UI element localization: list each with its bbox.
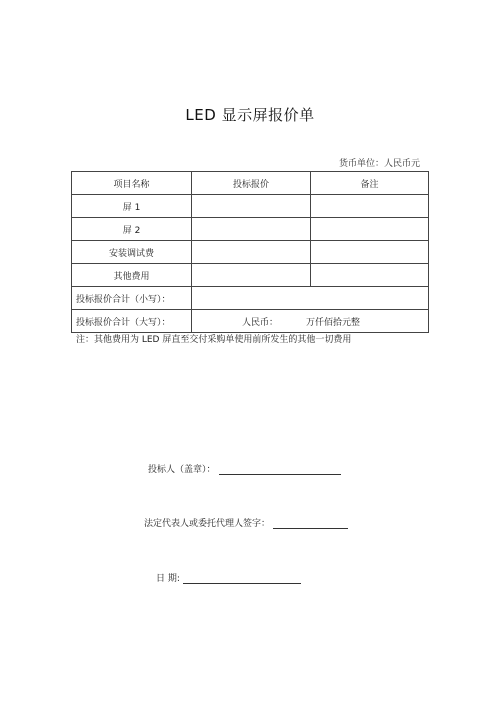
- total-big-value-cell[interactable]: [192, 310, 429, 333]
- quote-table: [71, 171, 429, 333]
- bidder-signature-line: [148, 462, 341, 475]
- table-header-row: [72, 172, 429, 195]
- table-row: [72, 241, 429, 264]
- price-cell[interactable]: [192, 195, 311, 218]
- header-remark: 备注: [311, 172, 429, 195]
- table-row: [72, 218, 429, 241]
- item-cell: 安装调试费: [72, 241, 192, 264]
- bidder-label: 投标人（盖章）：: [148, 465, 216, 475]
- date-blank[interactable]: [183, 573, 301, 584]
- remark-cell[interactable]: [311, 218, 429, 241]
- total-big-label: 投标报价合计（大写）：: [72, 310, 192, 333]
- total-big-row: [72, 310, 429, 333]
- footnote: 注：其他费用为 LED 屏直至交付采购单使用前所发生的其他一切费用: [76, 335, 352, 345]
- remark-cell[interactable]: [311, 195, 429, 218]
- currency-unit: 货币单位：人民币元: [338, 159, 420, 169]
- table-row: [72, 264, 429, 287]
- table-row: [72, 195, 429, 218]
- price-cell[interactable]: [192, 241, 311, 264]
- total-small-row: [72, 287, 429, 310]
- amount-in-words: 万仟佰拾元整: [306, 317, 361, 328]
- total-small-value[interactable]: [192, 287, 429, 310]
- price-cell[interactable]: [192, 264, 311, 287]
- item-cell: 屏 1: [72, 195, 192, 218]
- representative-blank[interactable]: [273, 518, 348, 529]
- document-title: LED 显示屏报价单: [185, 106, 315, 124]
- representative-signature-line: [144, 516, 348, 529]
- header-bid-price: 投标报价: [192, 172, 311, 195]
- header-item-name: 项目名称: [72, 172, 192, 195]
- representative-label: 法定代表人或委托代理人签字：: [144, 519, 271, 529]
- price-cell[interactable]: [192, 218, 311, 241]
- total-small-label: 投标报价合计（小写）：: [72, 287, 192, 310]
- date-line: [156, 571, 301, 584]
- item-cell: 屏 2: [72, 218, 192, 241]
- rmb-label: 人民币：: [242, 317, 279, 328]
- date-label: 日 期:: [156, 574, 180, 584]
- remark-cell[interactable]: [311, 264, 429, 287]
- bidder-blank[interactable]: [219, 464, 341, 475]
- remark-cell[interactable]: [311, 241, 429, 264]
- item-cell: 其他费用: [72, 264, 192, 287]
